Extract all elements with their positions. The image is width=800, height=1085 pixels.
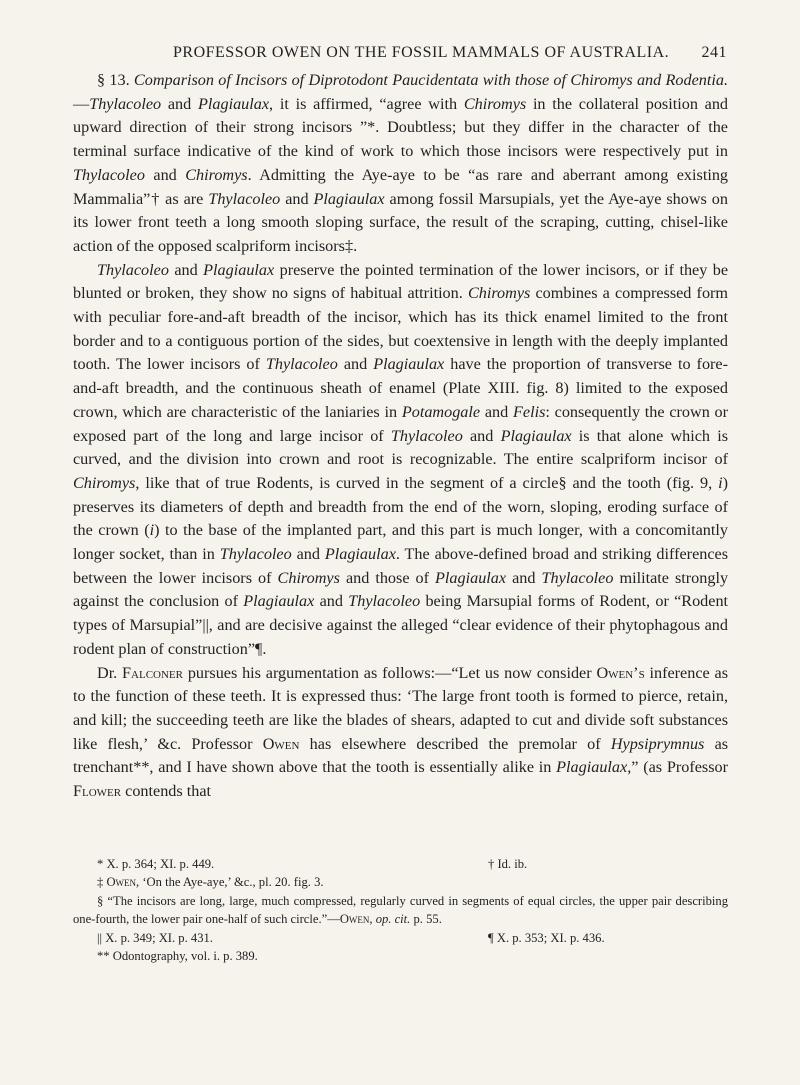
body-text [73, 69, 728, 804]
section-title: Comparison of Incisors of Diprotodont Paucidentata with those of Chiromys and Rodentia. [133, 71, 729, 89]
footnote-row [73, 929, 728, 947]
footnote: * X. p. 364; XI. p. 449. [97, 857, 215, 871]
section-mark: § 13. [97, 71, 130, 89]
page-header [73, 44, 727, 68]
footnote: § “The incisors are long, large, much compressed, regularly curved in segments of equal circles, the upper pair describing one-fourth, the lower pair one-half of such circle.”—Owen, op. cit. p. 55. [73, 893, 728, 927]
footnote: ‡ Owen, ‘On the Aye-aye,’ &c., pl. 20. fig. 3. [97, 875, 324, 890]
running-title: PROFESSOR OWEN ON THE FOSSIL MAMMALS OF AUSTRALIA. [173, 44, 670, 61]
paragraph-3: Dr. Falconer pursues his argumentation as follows:—“Let us now consider Owen’s inference as to the function of these teeth. It is expressed thus: ‘The large front tooth is formed to pierce, retain, and kill; the succeeding teeth are like the blades of shears, adapted to cut and divide soft substances like flesh,’ &c. Professor Owen has elsewhere described the premolar of Hypsiprymnus as trenchant**, and I have shown above that the tooth is essentially alike in Plagiaulax,” (as Professor Flower contends that [73, 663, 729, 801]
footnotes [73, 855, 728, 965]
footnote: ¶ X. p. 353; XI. p. 436. [488, 930, 605, 945]
paragraph-2: Thylacoleo and Plagiaulax preserve the pointed termination of the lower incisors, or if they be blunted or broken, they show no signs of habitual attrition. Chiromys combines a compressed form with peculiar fore-and-aft breadth of the incisor, which has its thick enamel limited to the front border and to a contiguous portion of the sides, but coextensive in length with the deeply implanted tooth. The lower incisors of Thylacoleo and Plagiaulax have the proportion of transverse to fore-and-aft breadth, and the continuous sheath of enamel (Plate XIII. fig. 8) limited to the exposed crown, which are characteristic of the laniaries in Potamogale and Felis: consequently the crown or exposed part of the long and large incisor of Thylacoleo and Plagiaulax is that alone which is curved, and the division into crown and root is recognizable. The entire scalpriform incisor of Chiromys, like that of true Rodents, is curved in the segment of a circle§ and the tooth (fig. 9, i) preserves its diameters of depth and breadth from the end of the worn, sloping, eroding surface of the crown (i) to the base of the implanted part, and this part is much longer, with a concomitantly longer socket, than in Thylacoleo and Plagiaulax. The above-defined broad and striking differences between the lower incisors of Chiromys and those of Plagiaulax and Thylacoleo militate strongly against the conclusion of Plagiaulax and Thylacoleo being Marsupial forms of Rodent, or “Rodent types of Marsupial”||, and are decisive against the alleged “clear evidence of their phytophagous and rodent plan of construction”¶. [73, 260, 729, 658]
footnote-row [73, 855, 728, 873]
footnote: † Id. ib. [488, 857, 528, 871]
footnote: ** Odontography, vol. i. p. 389. [97, 949, 258, 963]
footnote: || X. p. 349; XI. p. 431. [97, 930, 213, 945]
paragraph-1: § 13. Comparison of Incisors of Diprotodont Paucidentata with those of Chiromys and Rodentia.—Thylacoleo and Plagiaulax, it is affirmed, “agree with Chiromys in the collateral position and upward direction of their strong incisors ”*. Doubtless; but they differ in the character of the terminal surface indicative of the kind of work to which those incisors were respectively put in Thylacoleo and Chiromys. Admitting the Aye-aye to be “as rare and aberrant among existing Mammalia”† as are Thylacoleo and Plagiaulax among fossil Marsupials, yet the Aye-aye shows on its lower front teeth a long smooth sloping surface, the result of the scraping, cutting, chisel-like action of the opposed scalpriform incisors‡. [73, 71, 729, 255]
page-number: 241 [701, 44, 727, 61]
